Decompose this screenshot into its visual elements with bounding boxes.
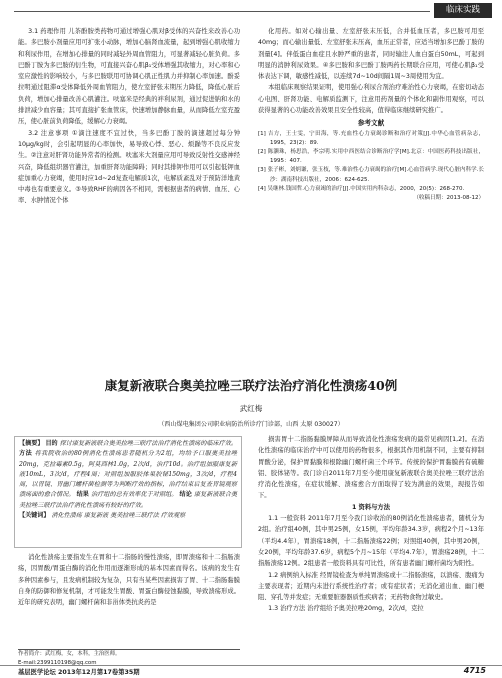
method-label: 方法 bbox=[19, 450, 33, 458]
reference-item: [1] 吉方，王士雯，宁田海，等.充血性心力衰竭诊断和治疗对策[J].中华心血管病杂志，1995，23(2)：89. bbox=[258, 130, 484, 146]
paragraph: 1.1 一般资料 2011年7月至今我门诊收治的80例消化性溃疡患者，随机分为2组。治疗组40例，其中男25例，女15例，平均年龄34.3岁，病程2个月~13年（平均4.4年），胃溃疡18例，十二指肠溃疡22例；对照组40例，其中男20例，女20例，平均年龄37.6岁，病程5个月~15年（平均4.7年），胃溃疡28例，十二指肠溃疡12例。2组患者一般资料具有可比性，所有患者幽门螺杆菌均为阳性。 bbox=[258, 515, 484, 568]
received-date: （收稿日期：2013-08-12） bbox=[413, 195, 484, 202]
header-rule bbox=[14, 11, 430, 12]
abstract-box bbox=[14, 436, 242, 548]
objective-text: 探讨康复新液联合奥美拉唑三联疗法治疗消化性溃疡的临床疗效。 bbox=[59, 440, 238, 447]
references-title: 参考文献 bbox=[357, 119, 385, 128]
author-affiliation: （西山煤电集团公司职业病防治所诊疗门诊部，山西 太原 030027） bbox=[158, 421, 344, 428]
article-right-column bbox=[258, 434, 484, 615]
running-header bbox=[0, 3, 502, 19]
prev-article-left-column bbox=[18, 26, 240, 207]
paragraph: 3.1 药理作用 儿茶酚胺类药物可通过增强心肌对β受体的兴奋性来改善心功能。多巴胺小剂量应用可扩张小动脉，增加心脑肾血流量，起到增强心肌收缩力和利尿作用，在增加心排量的同时减轻外周血管阻力，可显著减轻心脏负荷。多巴酚丁胺为多巴胺的衍生物，可直接兴奋心肌β₁受体增强其收缩力，对心率和心室应激性的影响较小，与多巴胺联用可协调心肌正性肌力并抑制心率加速。酚妥拉明通过阻滞α受体降低外周血管阻力，使左室舒张末期压力降低，降低心脏后负荷，增加心排量改善心肌灌注。呋塞米是经典的袢利尿剂，通过促进钠和水的排泄减少血容量；其可直接扩张血管床，快速增加静脉血量，从而降低左室充盈压，使心脏前负荷降低，缓解心力衰竭。 bbox=[18, 28, 240, 126]
page-footer bbox=[0, 665, 502, 678]
article-author: 武红梅 bbox=[239, 404, 263, 413]
objective-label: 目的 bbox=[45, 440, 58, 447]
conclusion-text: 康复新液联合奥美拉唑三联疗法治疗消化性溃疡有较好的疗效。 bbox=[19, 491, 238, 509]
section-heading: 1 资料与方法 bbox=[351, 503, 391, 511]
article-left-column bbox=[18, 552, 240, 608]
abstract-label: 【摘要】 bbox=[19, 440, 44, 447]
paragraph: 1.3 治疗方法 治疗组给予奥美拉唑20mg，2次/d，克拉 bbox=[268, 605, 424, 613]
author-email: E-mail:2399110198@qq.com bbox=[18, 659, 97, 666]
result-label: 结果 bbox=[76, 491, 89, 499]
paragraph: 本组临床观察结果证明，使用强心利尿合剂治疗难治性心力衰竭，在密切动态心电图、肝肾功能、电解质监测下，注意用药剂量的个体化和副作用观察，可以获得显著的心功能改善效果且安全性较高，值得临床继续研究推广。 bbox=[258, 84, 484, 115]
author-bio: 作者简介：武红梅，女，本科，主治医师。 bbox=[18, 651, 121, 657]
conclusion-label: 结论 bbox=[179, 491, 192, 499]
page-number: 4715 bbox=[463, 666, 486, 675]
method-text: 将我院收治的80例消化性溃疡患者随机分为2组，均给予口服奥美拉唑20mg，克拉霉素0.5g，阿莫西林1.0g，2次/d，治疗10d。治疗组加服康复新液10mL，3次/d，疗程4周；对照组加服胶体果胶铋150mg，3次/d，疗程4周，以胃镜、胃幽门螺杆菌检测等为判断疗效的指标，治疗结束后复查胃镜观察溃疡面的愈合情况。 bbox=[19, 450, 238, 499]
reference-item: [3] 张子彬，刘炳谦，张玉枝，等.难治性心力衰竭的治疗[M].心血管病学.现代心脏内科学.长沙：湖南科技出版社，2006：624-625. bbox=[258, 167, 484, 183]
journal-citation: 基层医学论坛 2013年12月第17卷第35期 bbox=[18, 669, 140, 676]
paragraph: 化用药。如对心输出量、左室舒张末压低，合并低血压者，多巴胺可用至40mg；而心输出量低、左室舒张末压高，血压正常者，应适当增加多巴酚丁胺的剂量[4]。伴低蛋白血症且水肿严重的患者，同时输注人血白蛋白50mL，可起到明显的消肿利尿效果。④多巴胺和多巴酚丁胺两药长期联合应用，可使心肌β₁受体表达下调，敏感性减低，以连续7d~10d间隔1周~3周使用为宜。 bbox=[258, 28, 484, 81]
keywords-text: 消化性溃疡 康复新液 奥美拉唑三联疗法 疗效观察 bbox=[51, 512, 186, 520]
reference-item: [2] 陈灏珠，杨思浩，李宗明.实用中西医结合诊断治疗学[M].北京：中国医药科技出版社，1995：407. bbox=[258, 149, 484, 165]
paragraph: 3.2 注意事项 ①滴注速度不宜过快，当多巴酚丁胺的滴速超过每分钟10μg/kg时，会引起明显的心率加快，易导致心悸、恶心、烦躁等不良反应发生。②注意对肝肾功能异常者的检测。呋塞米大剂量应用可导致反射性交感神经兴奋，降低组织器官灌注，加重肝肾功能障碍；同时其排钾作用可以引起低钾血症加重心力衰竭，使用时应1d~2d复查电解质1次，电解质紊乱对于预防洋地黄中毒也有重要意义。③导致RHF的病因各不相同，需根据患者的病情、血压、心率、水肿情况个体 bbox=[18, 129, 240, 205]
section-label: 临床实践 bbox=[434, 3, 492, 18]
references-list bbox=[258, 130, 484, 194]
reference-item: [4] 吴继林.钱国哲.心力衰竭的治疗[J].中国实用内科杂志，2000，20(5)：268-270. bbox=[258, 185, 465, 192]
paragraph: 1.2 病例纳入标准 经胃镜检查为单纯胃溃疡或十二指肠溃疡，以溃疡、腹痛为主要表现者；近期内未进行系统性治疗者；或有症状者；无消化道出血、幽门梗阻、穿孔等并发症；无重要脏器器质性疾病者；无药物食物过敏史。 bbox=[258, 571, 484, 602]
keywords-label: 【关键词】 bbox=[19, 512, 50, 520]
result-text: 治疗组的总有效率优于对照组。 bbox=[91, 491, 178, 499]
paragraph: 损害胃十二指肠黏膜屏障从而导致消化性溃疡发病的最常见病因[1,2]。在消化性溃疡的临床治疗中可以使用的药物很多，根据其作用机制不同，主要有抑制胃酸分泌，保护胃黏膜和根除幽门螺杆菌三个环节。传统的保护胃黏膜药有硫糖铝、胶体铋等。我门诊自2011年7月至今使用康复新液联合奥美拉唑三联疗法治疗消化性溃疡，在症状缓解、溃疡愈合方面取得了较为满意的效果，现报告如下。 bbox=[258, 436, 484, 500]
prev-article-right-column bbox=[258, 26, 484, 203]
article-title: 康复新液联合奥美拉唑三联疗法治疗消化性溃疡40例 bbox=[104, 378, 398, 393]
paragraph: 消化性溃疡主要指发生在胃和十二指肠的慢性溃疡，即胃溃疡和十二指肠溃疡，因胃酸/胃蛋白酶的消化作用而逐渐形成的基本因素而得名。该病的发生有多种因素参与，且发病机制较为复杂，只有当某些因素损害了胃、十二指肠黏膜自身的防御和修复机制，才可能发生胃酸、胃蛋白酶侵蚀黏膜，导致溃疡形成。近年的研究表明，幽门螺杆菌和非甾体类抗炎药是 bbox=[18, 554, 240, 607]
